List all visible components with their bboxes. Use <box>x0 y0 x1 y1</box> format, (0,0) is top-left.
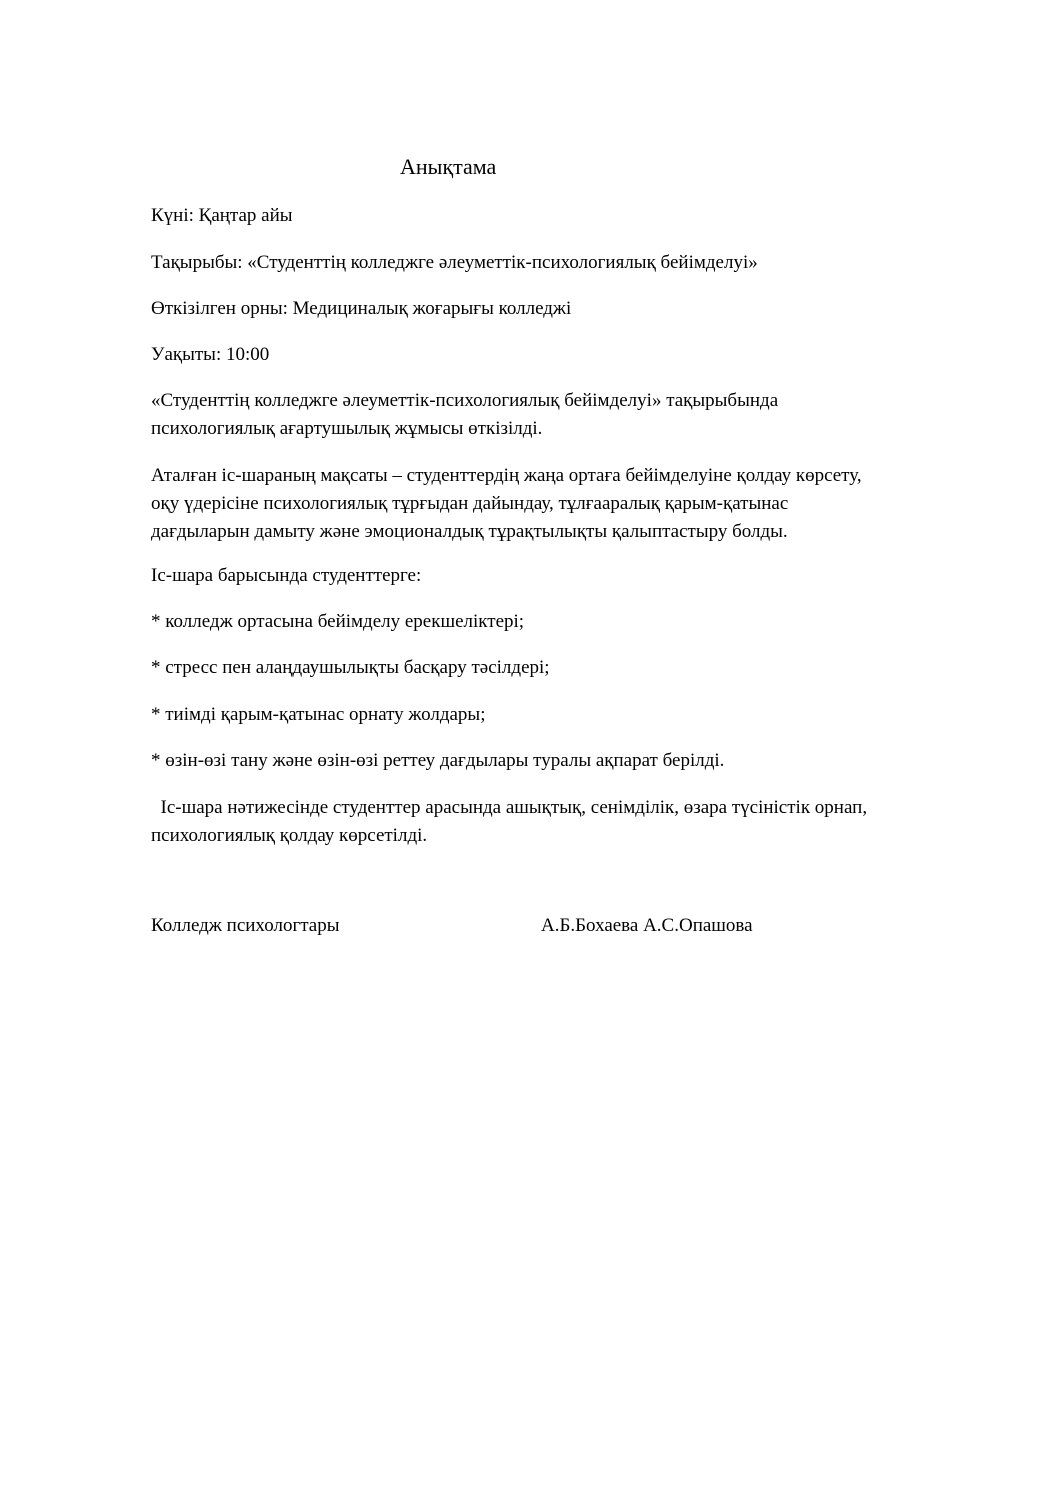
date-line: Күні: Қаңтар айы <box>151 205 293 226</box>
list-item: * стресс пен алаңдаушылықты басқару тәсілдері; <box>151 657 550 678</box>
list-item: * колледж ортасына бейімделу ерекшеліктері; <box>151 611 525 632</box>
document-title: Анықтама <box>400 154 497 179</box>
list-intro: Іс-шара барысында студенттерге: <box>151 565 422 586</box>
paragraph-line: «Студенттің колледжге әлеуметтік-психологиялық бейімделуі» тақырыбында <box>151 390 779 411</box>
paragraph-line: оқу үдерісіне психологиялық тұрғыдан дайындау, тұлғааралық қарым-қатынас <box>151 493 789 514</box>
place-line: Өткізілген орны: Медициналық жоғарығы колледжі <box>151 298 572 319</box>
topic-line: Тақырыбы: «Студенттің колледжге әлеуметтік-психологиялық бейімделуі» <box>151 252 758 273</box>
paragraph-line: психологиялық ағартушылық жұмысы өткізілді. <box>151 418 543 439</box>
paragraph-line: Іс-шара нәтижесінде студенттер арасында ашықтық, сенімділік, өзара түсіністік орнап, <box>151 797 868 818</box>
paragraph-line: психологиялық қолдау көрсетілді. <box>151 825 428 846</box>
paragraph-line: Аталған іс-шараның мақсаты – студенттердің жаңа ортаға бейімделуіне қолдау көрсету, <box>151 465 862 486</box>
signature-label: Колледж психологтары <box>151 915 340 936</box>
list-item: * тиімді қарым-қатынас орнату жолдары; <box>151 704 486 725</box>
paragraph-result <box>151 794 981 850</box>
time-line: Уақыты: 10:00 <box>151 344 270 365</box>
paragraph-line: дағдыларын дамыту және эмоционалдық тұрақтылықты қалыптастыру болды. <box>151 521 788 542</box>
list-item: * өзін-өзі тану және өзін-өзі реттеу дағдылары туралы ақпарат берілді. <box>151 750 725 771</box>
paragraph-purpose <box>151 462 981 546</box>
paragraph-description <box>151 387 981 443</box>
signature-names: А.Б.Бохаева А.С.Опашова <box>541 915 753 936</box>
